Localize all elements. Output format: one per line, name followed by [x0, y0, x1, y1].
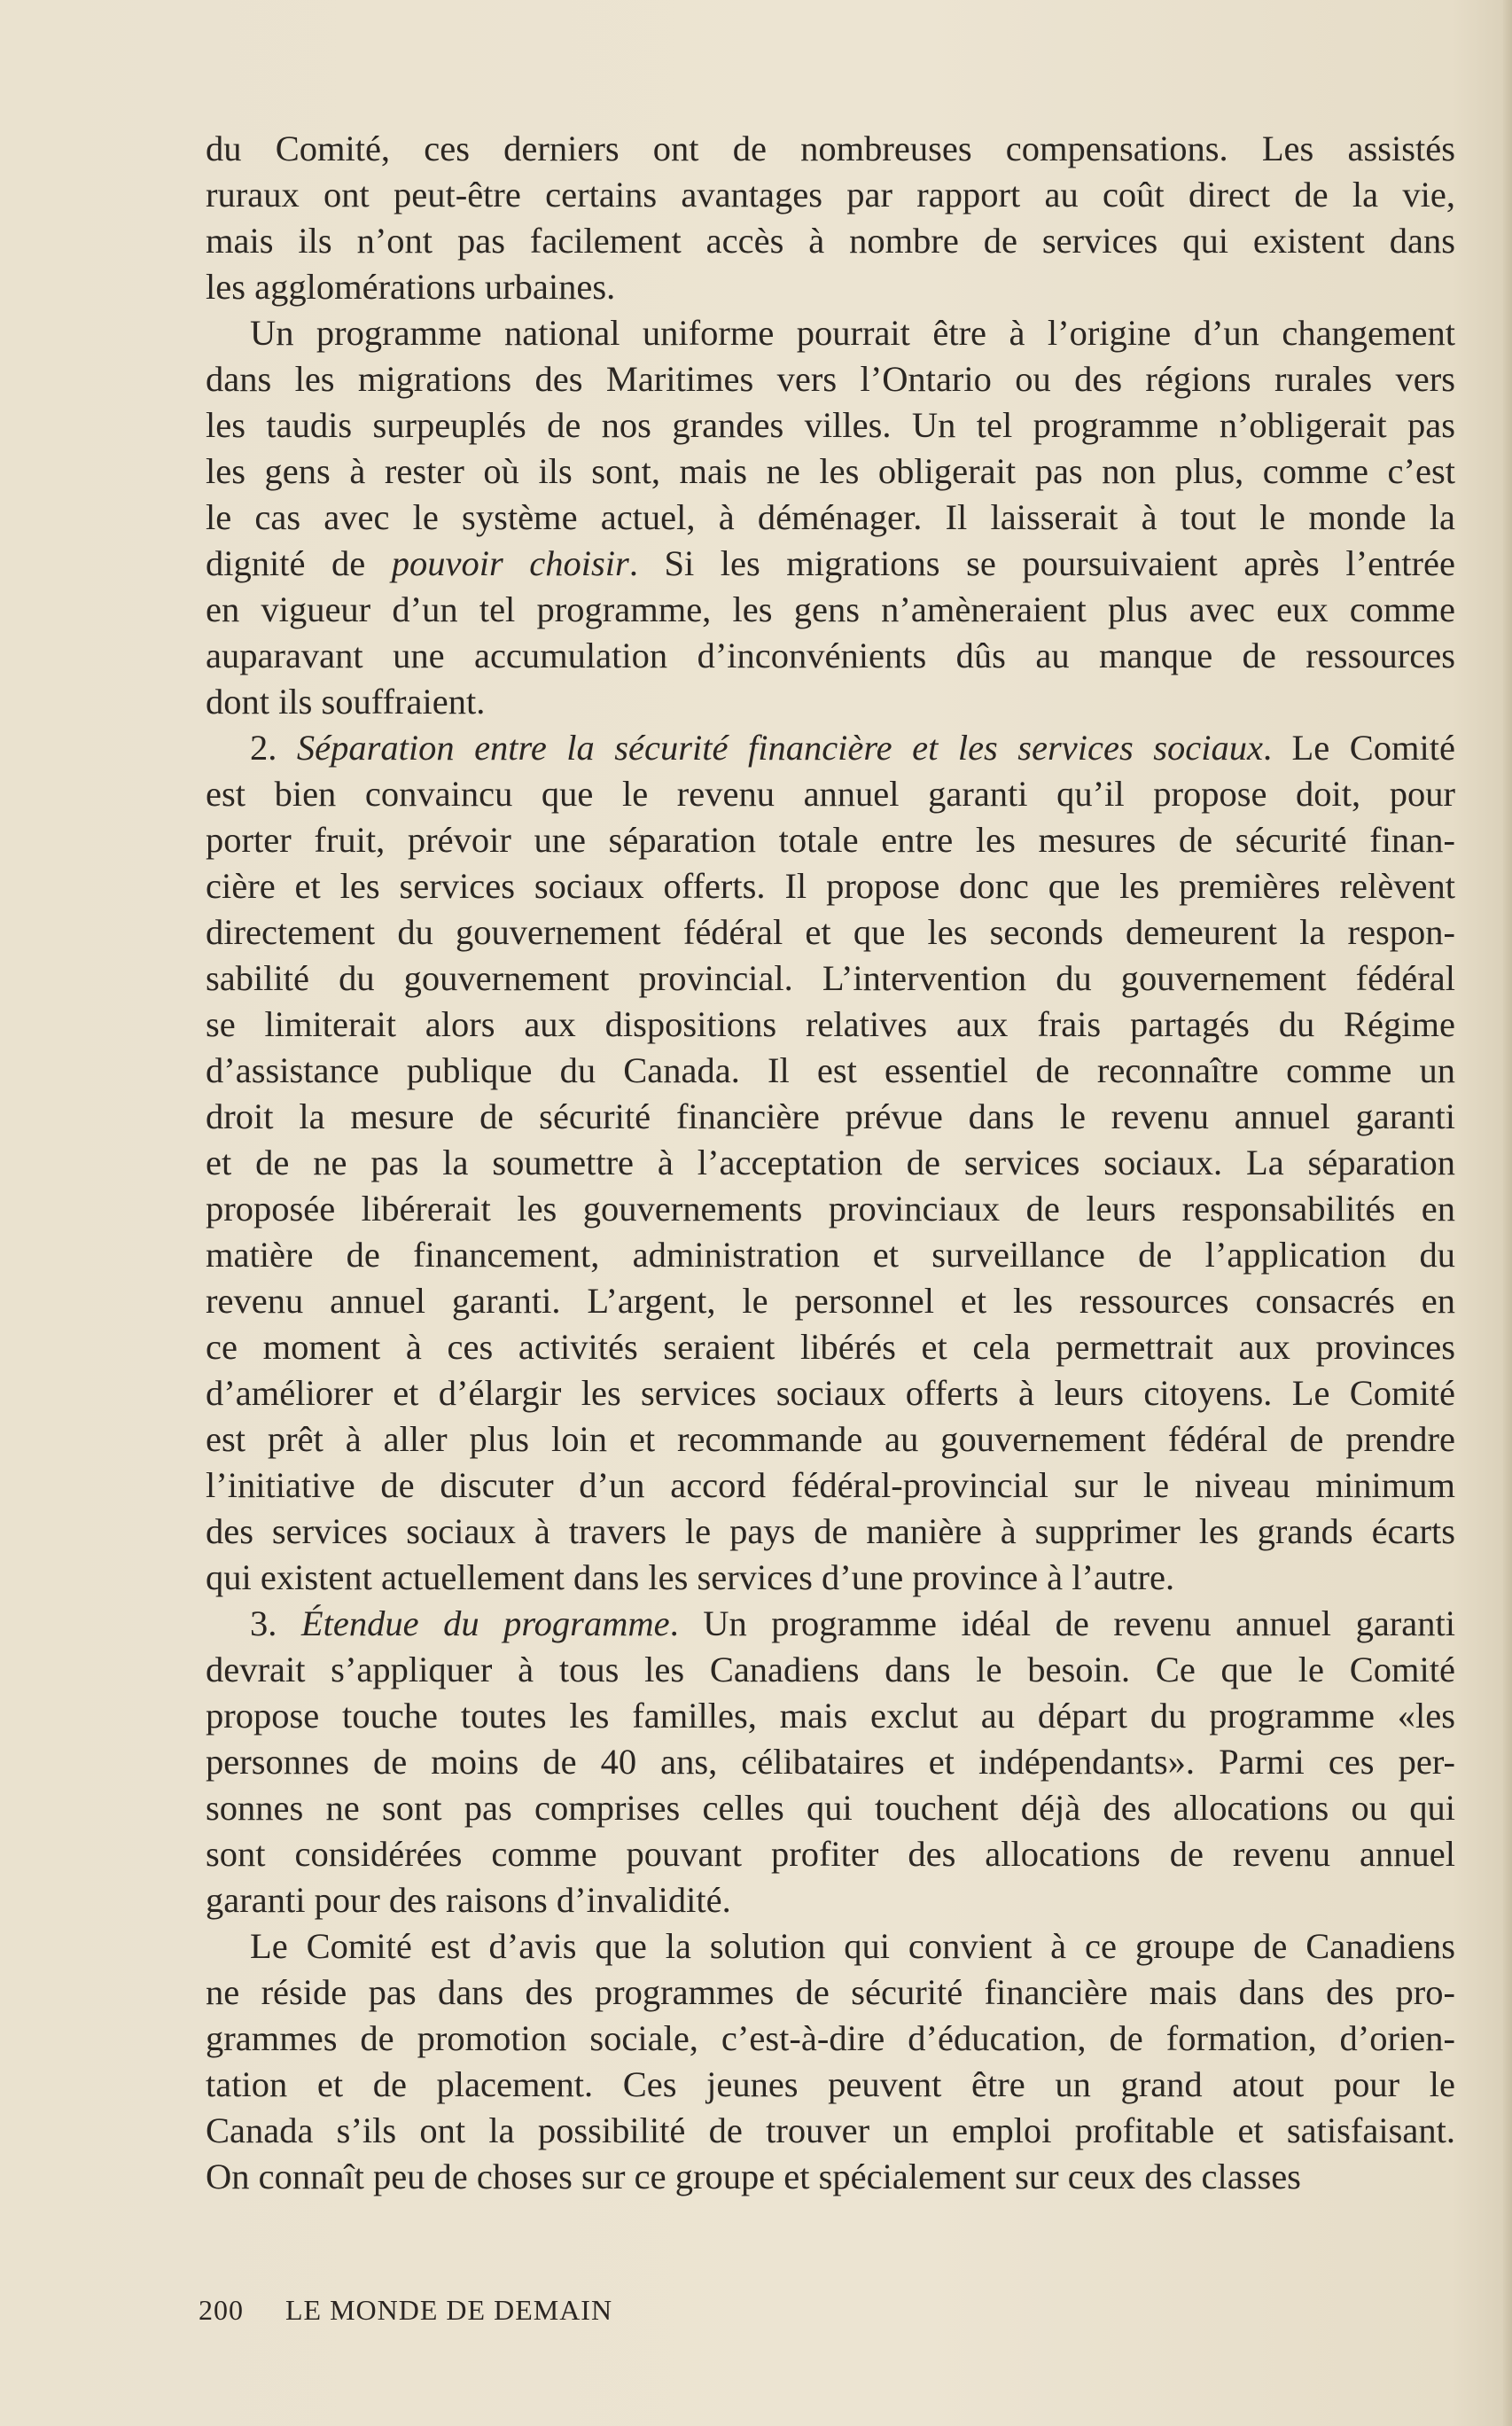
text-line: Canada s’ils ont la possibilité de trouver un emploi profitable et satisfaisant.: [206, 2110, 1455, 2150]
text-line: ruraux ont peut-être certains avantages par rapport au coût direct de la vie,: [206, 175, 1455, 215]
paragraph-5: [206, 1923, 1455, 2200]
text-line: du Comité, ces derniers ont de nombreuses compensations. Les assistés: [206, 129, 1455, 168]
text-line: personnes de moins de 40 ans, célibataires et indépendants». Parmi ces per-: [206, 1742, 1455, 1782]
text-line: le cas avec le système actuel, à déménager. Il laisserait à tout le monde la: [206, 497, 1455, 537]
text-line: sabilité du gouvernement provincial. L’intervention du gouvernement fédéral: [206, 958, 1455, 998]
text-line: matière de financement, administration et surveillance de l’application du: [206, 1235, 1455, 1275]
body-text: [206, 126, 1455, 2200]
page-footer: [199, 2294, 612, 2327]
text-line: d’assistance publique du Canada. Il est essentiel de reconnaître comme un: [206, 1050, 1455, 1090]
text-line: dignité de pouvoir choisir. Si les migrations se poursuivaient après l’entrée: [206, 543, 1455, 583]
text-line: qui existent actuellement dans les services d’une province à l’autre.: [206, 1557, 1175, 1597]
text-line: devrait s’appliquer à tous les Canadiens dans le besoin. Ce que le Comité: [206, 1650, 1455, 1689]
text-line: les taudis surpeuplés de nos grandes villes. Un tel programme n’obligerait pas: [206, 405, 1455, 445]
text-line: des services sociaux à travers le pays de manière à supprimer les grands écarts: [206, 1511, 1455, 1551]
text-line: ne réside pas dans des programmes de sécurité financière mais dans des pro-: [206, 1972, 1455, 2012]
text-line: est prêt à aller plus loin et recommande au gouvernement fédéral de prendre: [206, 1419, 1455, 1459]
text-line: et de ne pas la soumettre à l’acceptation de services sociaux. La séparation: [206, 1143, 1455, 1182]
text-line: On connaît peu de choses sur ce groupe et spécialement sur ceux des classes: [206, 2157, 1301, 2196]
text-line: revenu annuel garanti. L’argent, le personnel et les ressources consacrés en: [206, 1281, 1455, 1321]
text-line: cière et les services sociaux offerts. Il propose donc que les premières relèvent: [206, 866, 1455, 906]
text-line: directement du gouvernement fédéral et que les seconds demeurent la respon-: [206, 912, 1455, 952]
text-line: grammes de promotion sociale, c’est-à-dire d’éducation, de formation, d’orien-: [206, 2018, 1455, 2058]
text-line: Le Comité est d’avis que la solution qui convient à ce groupe de Canadiens: [250, 1926, 1455, 1966]
paragraph-3: [206, 725, 1455, 1601]
text-line: d’améliorer et d’élargir les services sociaux offerts à leurs citoyens. Le Comité: [206, 1373, 1455, 1413]
text-line: l’initiative de discuter d’un accord fédéral-provincial sur le niveau minimum: [206, 1465, 1455, 1505]
text-line: dans les migrations des Maritimes vers l’Ontario ou des régions rurales vers: [206, 359, 1455, 399]
page-number: 200: [199, 2294, 244, 2326]
text-line: auparavant une accumulation d’inconvénients dûs au manque de ressources: [206, 636, 1455, 675]
paragraph-4: [206, 1601, 1455, 1923]
text-line: en vigueur d’un tel programme, les gens n’amèneraient plus avec eux comme: [206, 589, 1455, 629]
text-line: droit la mesure de sécurité financière prévue dans le revenu annuel garanti: [206, 1096, 1455, 1136]
paragraph-1: [206, 126, 1455, 310]
text-line: est bien convaincu que le revenu annuel garanti qu’il propose doit, pour: [206, 774, 1455, 814]
text-line: proposée libérerait les gouvernements provinciaux de leurs responsabilités en: [206, 1189, 1455, 1229]
text-line: 2. Séparation entre la sécurité financière et les services sociaux. Le Comité: [250, 728, 1455, 768]
text-line: tation et de placement. Ces jeunes peuvent être un grand atout pour le: [206, 2064, 1455, 2104]
text-line: garanti pour des raisons d’invalidité.: [206, 1880, 731, 1920]
paragraph-2: [206, 310, 1455, 725]
text-line: ce moment à ces activités seraient libérés et cela permettrait aux provinces: [206, 1327, 1455, 1367]
running-title: LE MONDE DE DEMAIN: [285, 2294, 613, 2326]
text-line: propose touche toutes les familles, mais exclut au départ du programme «les: [206, 1696, 1455, 1736]
text-line: mais ils n’ont pas facilement accès à nombre de services qui existent dans: [206, 221, 1455, 261]
text-line: les gens à rester où ils sont, mais ne les obligerait pas non plus, comme c’est: [206, 451, 1455, 491]
text-line: porter fruit, prévoir une séparation totale entre les mesures de sécurité finan-: [206, 820, 1455, 860]
text-line: 3. Étendue du programme. Un programme idéal de revenu annuel garanti: [250, 1603, 1455, 1643]
text-line: Un programme national uniforme pourrait être à l’origine d’un changement: [250, 313, 1455, 353]
page-edge-shadow: [1503, 0, 1512, 2426]
text-line: sont considérées comme pouvant profiter des allocations de revenu annuel: [206, 1834, 1455, 1874]
text-line: sonnes ne sont pas comprises celles qui touchent déjà des allocations ou qui: [206, 1788, 1455, 1828]
text-line: se limiterait alors aux dispositions relatives aux frais partagés du Régime: [206, 1004, 1455, 1044]
text-line: les agglomérations urbaines.: [206, 267, 616, 307]
text-line: dont ils souffraient.: [206, 682, 486, 722]
